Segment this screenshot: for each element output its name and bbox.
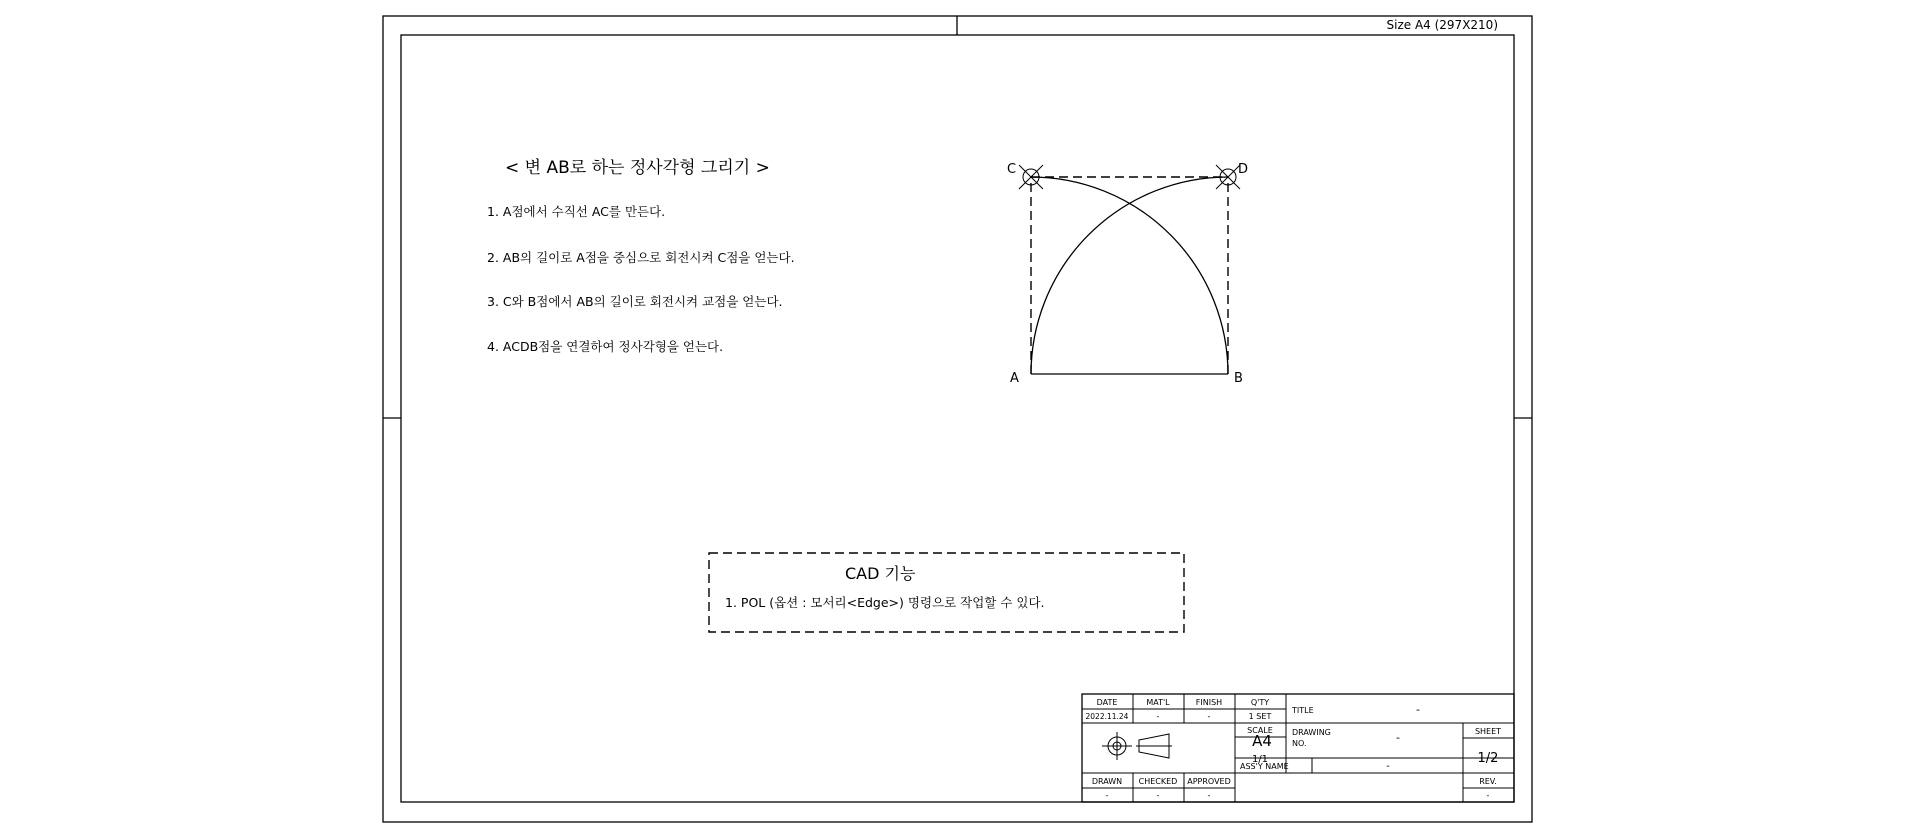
square-construction-figure bbox=[1007, 162, 1248, 386]
point-c-marker bbox=[1019, 165, 1043, 189]
rev-value: - bbox=[1486, 791, 1490, 800]
qty-label: Q'TY bbox=[1250, 698, 1270, 707]
approved-label: APPROVED bbox=[1187, 777, 1231, 786]
sheet-size-value: A4 bbox=[1252, 732, 1272, 750]
drawn-value: - bbox=[1105, 791, 1109, 800]
sheet-size-label: Size A4 (297X210) bbox=[1386, 18, 1498, 32]
rev-label: REV. bbox=[1479, 777, 1497, 786]
arc-from-b bbox=[1031, 177, 1228, 374]
matl-value: - bbox=[1156, 712, 1160, 721]
instruction-step: 2. AB의 길이로 A점을 중심으로 회전시켜 C점을 얻는다. bbox=[487, 250, 795, 265]
drawn-label: DRAWN bbox=[1091, 777, 1123, 786]
title-block bbox=[1082, 694, 1514, 802]
point-a-label: A bbox=[1010, 371, 1019, 386]
cad-box-text: 1. POL (옵션 : 모서리<Edge>) 명령으로 작업할 수 있다. bbox=[725, 595, 1045, 610]
date-label: DATE bbox=[1096, 698, 1118, 707]
approved-value: - bbox=[1207, 791, 1211, 800]
point-d-marker bbox=[1216, 165, 1240, 189]
arc-from-a bbox=[1031, 177, 1228, 374]
scale-value: 1/1 bbox=[1251, 754, 1269, 765]
qty-value: 1 SET bbox=[1248, 712, 1272, 721]
title-label: TITLE bbox=[1292, 706, 1314, 715]
drawing-no-label-2: NO. bbox=[1292, 739, 1307, 748]
title-value: - bbox=[1416, 703, 1420, 716]
point-d-label: D bbox=[1238, 162, 1249, 177]
date-value: 2022.11.24 bbox=[1085, 712, 1129, 721]
cad-box-title: CAD 기능 bbox=[845, 564, 916, 583]
instruction-title: < 변 AB로 하는 정사각형 그리기 > bbox=[505, 158, 770, 178]
cad-function-box bbox=[709, 553, 1184, 632]
drawing-no-value: - bbox=[1396, 731, 1400, 744]
inner-border bbox=[401, 35, 1514, 802]
checked-label: CHECKED bbox=[1138, 777, 1178, 786]
point-c-label: C bbox=[1007, 162, 1017, 177]
cad-box-border bbox=[709, 553, 1184, 632]
drawing-no-label-1: DRAWING bbox=[1292, 728, 1331, 737]
checked-value: - bbox=[1156, 791, 1160, 800]
sheet-label: SHEET bbox=[1474, 727, 1502, 736]
projection-symbol-icon bbox=[1102, 732, 1172, 760]
finish-label: FINISH bbox=[1195, 698, 1223, 707]
scale-label: SCALE bbox=[1247, 726, 1273, 735]
matl-label: MAT'L bbox=[1146, 698, 1170, 707]
assy-name-value: - bbox=[1386, 761, 1390, 772]
outer-border bbox=[383, 16, 1532, 822]
assy-name-label: ASS'Y NAME bbox=[1240, 762, 1289, 771]
instruction-step: 3. C와 B점에서 AB의 길이로 회전시켜 교점을 얻는다. bbox=[487, 294, 783, 309]
instruction-step: 4. ACDB점을 연결하여 정사각형을 얻는다. bbox=[487, 339, 724, 354]
sheet-value: 1/2 bbox=[1477, 751, 1499, 766]
finish-value: - bbox=[1207, 712, 1211, 721]
point-b-label: B bbox=[1234, 371, 1243, 386]
instruction-step: 1. A점에서 수직선 AC를 만든다. bbox=[487, 204, 666, 219]
